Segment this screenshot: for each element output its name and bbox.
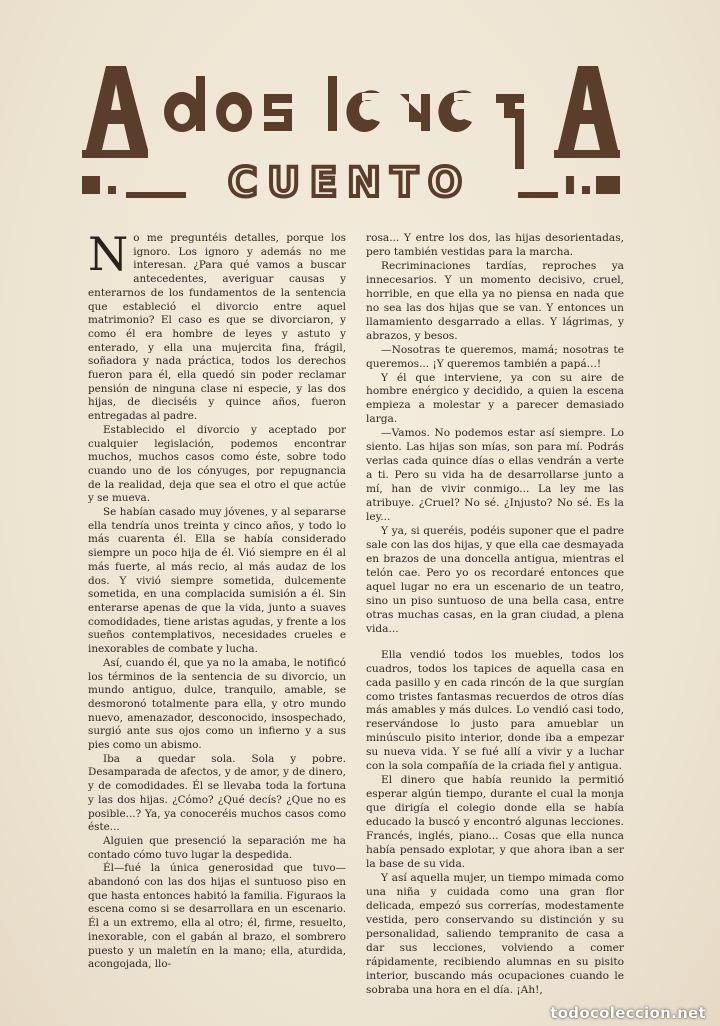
paragraph: Se habían casado muy jóvenes, y al separarse ella tendría unos treinta y cinco años, y todo lo más cuarenta él. Ella se había considerado siempre un poco hija de él. Vió siempre en él al más fuerte, al más recio, al más audaz de los dos. Y vivió siempre sometida, dulcemente sometida, en una complacida sumisión a él. Sin enterarse apenas de que la vida, junto a suaves comodidades, tiene aristas agudas, y frente a los sueños contemplativos, necesidades crueles e inexorables de combate y lucha.: [88, 506, 346, 656]
watermark-tld: .net: [671, 1004, 706, 1022]
paragraph: rosa... Y entre los dos, las hijas desorientadas, pero también vestidas para la marcha.: [366, 232, 624, 258]
paragraph: Iba a quedar sola. Sola y pobre. Desamparada de afectos, y de amor, y de dinero, y de comodidades. Él se llevaba toda la fortuna y las dos hijas. ¿Cómo? ¿Qué decís? ¿Que no es posible...? Ya, ya conoceréis muchos casos como éste...: [88, 752, 346, 834]
paragraph: No me preguntéis detalles, porque los ignoro. Los ignoro y además no me interesan. ¿Para qué vamos a buscar antecedentes, averiguar causas y enterarnos de los fundamentos de la sentencia que estableció el divorcio entre aquel matrimonio? El caso es que se divorciaron, y como él era hombre de leyes y astuto y enterado, y ella una mujercita fina, frágil, soñadora y nada práctica, todos los derechos fueron para él, ella quedó sin poder reclamar pensión de ninguna clase ni especie, y las dos hijas, de dieciséis y quince años, fueron entregadas al padre.: [88, 227, 346, 423]
watermark: [550, 1004, 706, 1022]
title-text: A dos leyes: [350, 58, 356, 59]
paragraph: Establecido el divorcio y aceptado por cualquier legislación, podemos encontrar muchos, muchos casos como éste, sobre todo cuando uno de los cónyuges, por repugnancia de la realidad, deja que sea el otro el que actúe y se mueva.: [88, 423, 346, 505]
paragraph: Él—fué la única generosidad que tuvo—abandonó con las dos hijas el suntuoso piso en que hasta entonces habitó la familia. Figuraos la escena como si se desarrollara en un escenario. Él a un extremo, ella al otro; él, firme, resuelto, inexorable, con el gabán al brazo, el sombrero puesto y un maletín en la mano; ella, aturdida, acongojada, llo-: [88, 862, 346, 971]
paragraph: Alguien que presenció la separación me ha contado cómo tuvo lugar la despedida.: [88, 834, 346, 861]
paragraph: —Nosotras te queremos, mamá; nosotras te queremos... ¡Y queremos también a papá...!: [366, 343, 624, 370]
right-column: [366, 232, 624, 997]
decorative-title: [78, 58, 622, 218]
paragraph: Y ya, si queréis, podéis suponer que el padre sale con las dos hijas, y que ella cae desmayada en brazos de una doncella antigua, mientras el telón cae. Pero yo os recordaré entonces que aquel lugar no era un escenario de un teatro, sino un piso suntuoso de una bella casa, entre otras muchas casas, en la gran ciudad, a plena vida...: [366, 525, 624, 635]
subtitle-text: CUENTO: [228, 160, 472, 206]
paragraph: Ella vendió todos los muebles, todos los cuadros, todos los tapices de aquella casa en cada pasillo y en cada rincón de la que surgían como tristes fantasmas recuerdos de otros días más amables y más dulces. Lo vendió casi todo, reservándose lo justo para amueblar un minúsculo pisito interior, donde iba a empezar su nueva vida. Y se fué allí a vivir y a luchar con la sola compañía de la criada fiel y antigua.: [366, 648, 624, 773]
title-lettering: [78, 58, 622, 218]
paragraph: El dinero que había reunido la permitió esperar algún tiempo, durante el cual la monja que dirigía el colegio donde ella se había educado la buscó y encontró algunas lecciones. Francés, inglés, piano... Cosas que ella nunca había pensado explotar, y que ahora iban a ser la base de su vida.: [366, 774, 624, 870]
left-column: [88, 227, 346, 972]
drop-cap: N: [88, 227, 129, 281]
paragraph: Y así aquella mujer, un tiempo mimada como una niña y cuidada como una gran flor delicada, empezó sus correrías, modestamente vestida, pero conservando su distinción y su personalidad, saliendo tempranito de casa a dar sus lecciones, volviendo a comer rápidamente, recibiendo alumnas en su pisito interior, buscando más ocupaciones cuando le sobraba una hora en el día. ¡Ah!,: [366, 871, 624, 996]
paragraph: Y él que interviene, ya con su aire de hombre enérgico y decidido, a quien la escena empieza a molestar y a parecer demasiado larga.: [366, 371, 624, 426]
watermark-brand: todocoleccion: [550, 1004, 672, 1022]
paragraph: Recriminaciones tardías, reproches ya innecesarios. Y un momento decisivo, cruel, horrible, en que ella ya no piensa en nada que no sea las dos hijas que se van. Y entonces un llamamiento desgarrado a ellas. Y lágrimas, y abrazos, y besos.: [366, 259, 624, 342]
paragraph: —Vamos. No podemos estar así siempre. Lo siento. Las hijas son mías, son para mí. Podrás verlas cada quince días o ellas vendrán a verte a ti. Pero su vida ha de desarrollarse junto a mí, han de vivir conmigo... La ley me las atribuye. ¿Cruel? No sé. ¿Injusto? No sé. Es la ley...: [366, 427, 624, 524]
paragraph: Así, cuando él, que ya no la amaba, le notificó los términos de la sentencia de su divorcio, un mundo antiguo, dulce, tranquilo, amable, se desmoronó totalmente para ella, y otro mundo nuevo, amenazador, desconocido, insospechado, surgió ante sus ojos como un infierno y a sus pies como un abismo.: [88, 656, 346, 752]
